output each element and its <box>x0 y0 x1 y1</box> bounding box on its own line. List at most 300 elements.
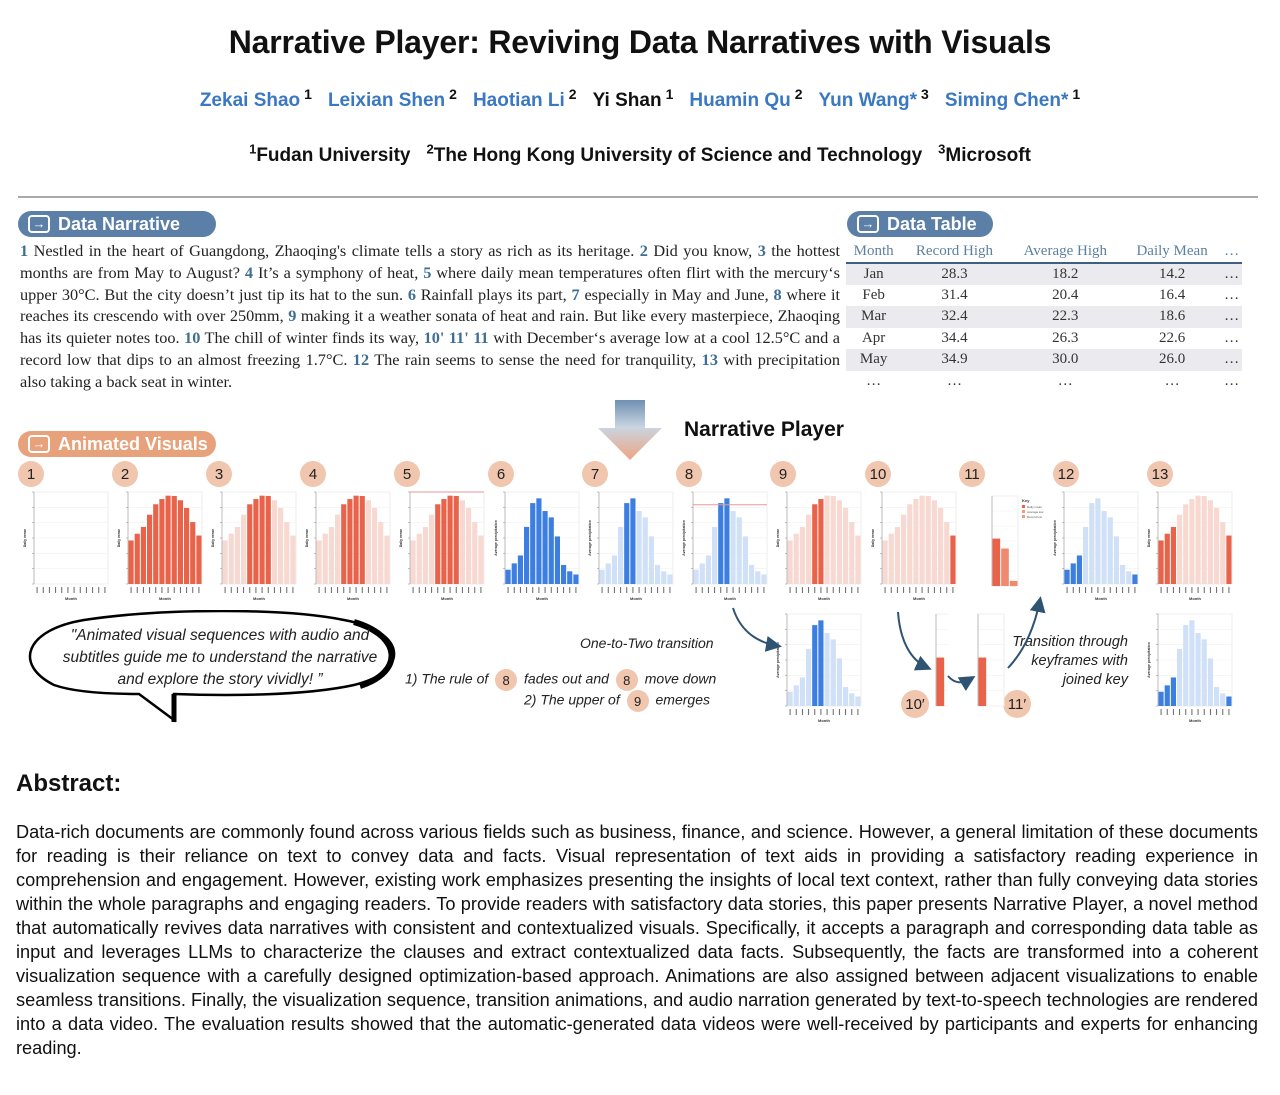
table-cell: 22.6 <box>1158 329 1186 346</box>
bar-Jul <box>543 511 548 584</box>
affiliation <box>249 142 411 167</box>
keyframe-transition-note: Transition through keyframes with joined key <box>1012 634 1128 688</box>
bar-Jul <box>825 496 830 584</box>
author-name[interactable] <box>327 86 457 112</box>
step-badge: 11 <box>959 461 985 487</box>
bar-Jun <box>441 499 446 584</box>
key-chart-svg <box>926 610 948 730</box>
mini-chart-13 <box>1146 488 1236 608</box>
mini-chart-10 <box>870 488 960 608</box>
step-badge: 1 <box>18 461 44 487</box>
bar-May <box>341 504 346 584</box>
table-cell: Jan <box>846 263 901 285</box>
clause-number: 9 <box>288 306 297 326</box>
keyframe-chart-10-prime <box>926 610 948 730</box>
bar-Jan <box>694 570 699 584</box>
bar-May <box>530 503 535 584</box>
animated-visuals-label <box>18 431 216 457</box>
mini-chart-svg <box>681 488 771 608</box>
mini-chart-4 <box>304 488 394 608</box>
y-axis-label: Average precipitation <box>1053 520 1057 556</box>
table-row <box>846 349 1242 371</box>
bar-May <box>1183 504 1188 584</box>
bar-Mar <box>518 555 523 584</box>
table-cell: … <box>866 372 882 389</box>
clause-number: 10 <box>184 328 201 348</box>
bar-Nov <box>472 522 477 584</box>
bar-Jan <box>883 540 888 584</box>
bar-Feb <box>889 534 894 584</box>
table-cell: 22.3 <box>1008 306 1123 328</box>
mini-chart-6 <box>493 488 583 608</box>
column-header: Record High <box>901 242 1007 263</box>
clause-text: The chill of winter finds its way, <box>200 328 424 348</box>
clause-text: Did you know, <box>647 241 758 260</box>
x-axis-label: Month <box>1095 596 1107 601</box>
bar-Nov <box>284 522 289 584</box>
bar-Apr <box>806 649 811 706</box>
bar-Oct <box>466 508 471 584</box>
bar-Aug <box>454 496 459 584</box>
clause-number: 3 <box>757 241 766 260</box>
bar-Aug <box>549 517 554 584</box>
data-table-label <box>847 211 993 237</box>
y-axis-label: Daily mean <box>871 528 875 548</box>
bar-Feb <box>135 534 140 584</box>
rule-step-2-b: emerges <box>655 691 710 708</box>
bar-Oct <box>561 565 566 584</box>
y-axis-label: Average precipitation <box>776 642 780 678</box>
bar-Mar <box>141 527 146 584</box>
x-axis-label: Month <box>1189 718 1201 723</box>
bar-Aug <box>831 496 836 584</box>
bar-May <box>1183 625 1188 706</box>
x-axis-label: Month <box>818 596 830 601</box>
bar-May <box>718 503 723 584</box>
bar-May <box>907 504 912 584</box>
bar-Dec <box>573 574 578 584</box>
bar-Apr <box>712 527 717 584</box>
bar-Mar <box>235 527 240 584</box>
x-axis-label: Month <box>724 596 736 601</box>
table-cell: 26.0 <box>1123 349 1221 371</box>
one-to-two-label: One-to-Two transition <box>580 635 714 651</box>
bar-Sep <box>649 536 654 584</box>
bar-Oct <box>843 687 848 706</box>
rule-step-2-a: 2) The upper of <box>524 691 620 708</box>
enter-arrow-icon: → <box>28 215 50 233</box>
bar-Mar <box>1171 677 1176 706</box>
table-cell: 34.4 <box>941 329 968 346</box>
bar-May <box>812 504 817 584</box>
bar-Daily mean <box>993 539 1001 586</box>
bar-Apr <box>1083 527 1088 584</box>
bar-Aug <box>926 496 931 584</box>
bar-Oct <box>655 565 660 584</box>
author-name[interactable] <box>689 86 803 112</box>
legend-swatch <box>1022 510 1025 513</box>
bar-Aug <box>1202 639 1207 706</box>
bar-Dec <box>1226 696 1231 706</box>
bar-Jun <box>1095 498 1100 584</box>
bar-May <box>812 625 817 706</box>
bar-Jun <box>536 498 541 584</box>
clause-number: 7 <box>571 284 580 304</box>
author-name[interactable] <box>199 86 312 112</box>
bar-Feb <box>1165 534 1170 584</box>
bar-Aug <box>1108 517 1113 584</box>
mini-chart-9 <box>775 488 865 608</box>
bar-Sep <box>272 500 277 584</box>
author-name[interactable] <box>944 86 1081 112</box>
author-affiliation-number: 2 <box>449 86 457 102</box>
mini-chart-1 <box>22 488 112 608</box>
transition-arrow-8-to-8b <box>733 608 778 646</box>
y-axis-label: Average precipitation <box>494 520 498 556</box>
clause-number: 1 <box>20 241 29 260</box>
bar-Oct <box>372 508 377 584</box>
mini-chart-svg <box>210 488 300 608</box>
rule-step-1-a: 1) The rule of <box>405 670 489 687</box>
table-cell: 14.2 <box>1123 263 1221 285</box>
bar-May <box>624 503 629 584</box>
bar-Nov <box>755 571 760 584</box>
user-quote: "Animated visual sequences with audio and subtitles guide me to understand the narrative and explore the story vividly! ” <box>62 627 378 688</box>
bar-Mar <box>1077 555 1082 584</box>
bar-Jul <box>166 496 171 584</box>
abstract-body: Data-rich documents are commonly found across various fields such as business, finance, and science. However, a general limitation of these documents for reading is their reliance on text to convey data and facts. Visual representation of text aids in providing a satisfactory reading experience in comprehension and engagement. However, existing work emphasizes presenting the insights of local text context, rather than fully conveying data stories within the whole paragraphs and engaging readers. To provide readers with satisfactory data stories, this paper presents Narrative Player, a novel method that automatically revives data narratives with consistent and contextualized visuals. Specifically, it accepts a paragraph and corresponding data table as input and leverages LLMs to characterize the clauses and extract contextualized data facts. Subsequently, the facts are transformed into a coherent visualization sequence with a carefully designed optimization-based approach. Animations are also assigned between adjacent visualizations to enable seamless transitions. Finally, the visualization sequence, transition animations, and audio narration generated by text-to-speech technologies are rendered into a data video. The evaluation results showed that the automatic-generated data videos were well-received by participants and experts for enhancing reading. <box>16 822 1258 1058</box>
narrative-player-label: Narrative Player <box>684 418 844 441</box>
bar-Apr <box>901 515 906 584</box>
data-narrative-label <box>18 211 216 237</box>
table-cell: 32.4 <box>901 306 1007 328</box>
bar-Nov <box>378 522 383 584</box>
table-cell: Feb <box>862 286 885 303</box>
bar-Record low <box>1010 581 1018 586</box>
bar-Oct <box>1120 565 1125 584</box>
bar-Nov <box>944 522 949 584</box>
bar-Dec <box>667 574 672 584</box>
bar-May <box>247 504 252 584</box>
bar-Apr <box>1177 515 1182 584</box>
bar-Sep <box>178 500 183 584</box>
y-axis-label: Average precipitation <box>1147 642 1151 678</box>
bar-Apr <box>806 515 811 584</box>
mini-chart-svg <box>1052 488 1142 608</box>
bar-Aug <box>172 496 177 584</box>
bar-Jul <box>1196 633 1201 706</box>
table-cell: 16.4 <box>1158 286 1186 303</box>
table-cell: May <box>846 349 901 371</box>
column-header: … <box>1221 242 1242 263</box>
bar-Jul <box>920 496 925 584</box>
bar-Apr <box>335 515 340 584</box>
step-badge: 8 <box>676 461 702 487</box>
author-affiliation-number: 2 <box>794 86 803 102</box>
y-axis-label: Daily mean <box>776 528 780 548</box>
y-axis-label: Daily mean <box>305 528 309 548</box>
bar-Daily mean <box>937 658 945 706</box>
table-cell: Apr <box>861 329 886 346</box>
affiliation <box>426 142 923 167</box>
bar-Apr <box>147 515 152 584</box>
bar-Jun <box>724 498 729 584</box>
table-cell: … <box>1224 329 1240 346</box>
author-name[interactable] <box>818 86 929 112</box>
bar-Apr <box>524 527 529 584</box>
bar-Dec <box>384 536 389 584</box>
author-affiliation-number: 1 <box>665 86 674 102</box>
x-axis-label: Month <box>630 596 642 601</box>
author-name-text: Yun Wang* <box>818 90 918 112</box>
clause-number: 12 <box>352 349 370 369</box>
bar-Jul <box>637 511 642 584</box>
bar-Jun <box>630 498 635 584</box>
author-name-text: Huamin Qu <box>689 90 791 112</box>
step-badge-8: 8 <box>616 669 638 691</box>
x-axis-label: Month <box>536 596 548 601</box>
bar-Feb <box>1165 685 1170 706</box>
table-cell: … <box>1224 372 1240 389</box>
step-badge: 4 <box>300 461 326 487</box>
bar-Jun <box>818 499 823 584</box>
bar-Apr <box>1177 649 1182 706</box>
bar-Mar <box>800 677 805 706</box>
mini-chart-svg <box>22 488 112 608</box>
table-cell: … <box>1057 372 1073 389</box>
mini-chart-13b <box>1146 610 1236 730</box>
bar-Sep <box>1208 658 1213 706</box>
x-axis-label: Month <box>159 596 171 601</box>
author-name[interactable] <box>472 86 577 112</box>
bar-Apr <box>429 515 434 584</box>
bar-Jul <box>825 633 830 706</box>
bar-Feb <box>794 534 799 584</box>
bar-Jun <box>253 499 258 584</box>
bar-Nov <box>849 522 854 584</box>
mini-chart-2 <box>116 488 206 608</box>
legend-swatch <box>1022 505 1025 508</box>
bar-Aug <box>737 517 742 584</box>
clause-text: where daily mean temperatures often flirt with the mercury‘s upper 30°C. But the city doesn’t just tip its hat to the sun. <box>20 262 841 304</box>
bar-Jul <box>1196 496 1201 584</box>
enter-arrow-icon: → <box>857 215 879 233</box>
clause-text: making it a weather sonata of heat and rain. But like every masterpiece, Zhaoqing has its quieter notes too. <box>20 306 840 348</box>
bar-Dec <box>290 536 295 584</box>
table-cell: 30.0 <box>1008 349 1123 371</box>
table-row <box>846 306 1242 328</box>
bar-Dec <box>950 536 955 584</box>
table-cell: … <box>1221 263 1242 285</box>
author-affiliation-number: 3 <box>921 86 929 102</box>
bar-Feb <box>512 563 517 584</box>
bar-Nov <box>1126 571 1131 584</box>
paper-title: Narrative Player: Reviving Data Narratives with Visuals <box>228 24 1052 60</box>
data-narrative-title: Data Narrative <box>58 213 181 234</box>
mini-chart-svg <box>775 488 865 608</box>
bar-Feb <box>323 534 328 584</box>
table-cell: 31.4 <box>941 286 968 303</box>
table-row <box>846 263 1242 285</box>
mini-chart-svg <box>1146 488 1236 608</box>
rule-step-2 <box>524 690 710 712</box>
clause-text: Rainfall plays its part, <box>415 284 572 304</box>
bar-Oct <box>843 508 848 584</box>
bar-Jul <box>354 496 359 584</box>
bar-May <box>153 504 158 584</box>
bar-Jun <box>159 499 164 584</box>
bar-Mar <box>423 527 428 584</box>
bar-Jun <box>1189 499 1194 584</box>
affiliation-name: The Hong Kong University of Science and Technology <box>433 145 923 167</box>
bar-Jan <box>1159 692 1164 706</box>
x-axis-label: Month <box>347 596 359 601</box>
bar-Apr <box>241 515 246 584</box>
step-badge: 6 <box>488 461 514 487</box>
bar-Jul <box>1102 511 1107 584</box>
mini-chart-svg <box>1146 610 1236 730</box>
affiliation-name: Fudan University <box>256 145 411 167</box>
legend-label: Average low <box>1027 510 1044 514</box>
bar-Feb <box>417 534 422 584</box>
table-cell: Mar <box>846 306 901 328</box>
table-row <box>846 328 1242 350</box>
table-cell: 28.3 <box>901 263 1007 285</box>
bar-Dec <box>1226 536 1231 584</box>
step-badge-9: 9 <box>627 690 649 712</box>
abstract-heading: Abstract: <box>16 770 122 797</box>
x-axis-label: Month <box>913 596 925 601</box>
y-axis-label: Daily mean <box>211 528 215 548</box>
column-header: Month <box>846 242 901 263</box>
clause-text: especially in May and June, <box>579 284 774 304</box>
step-badge: 13 <box>1147 461 1173 487</box>
bar-Dec <box>196 536 201 584</box>
bar-Jan <box>788 540 793 584</box>
mini-chart-svg <box>493 488 583 608</box>
step-badge: 10 <box>865 461 891 487</box>
bar-May <box>1089 503 1094 584</box>
affiliation-number: 2 <box>426 142 434 157</box>
bar-Sep <box>460 500 465 584</box>
clause-text: The rain seems to sense the need for tranquility, <box>369 349 702 369</box>
key-chart-svg <box>982 492 1046 610</box>
bar-Sep <box>366 500 371 584</box>
bar-Oct <box>1214 508 1219 584</box>
bar-Dec <box>855 536 860 584</box>
table-cell: 26.3 <box>1052 329 1079 346</box>
bar-Jan <box>1065 570 1070 584</box>
clause-number: 10' 11' 11 <box>423 328 489 348</box>
bar-Feb <box>794 685 799 706</box>
bar-Dec <box>1132 574 1137 584</box>
bar-Jun <box>913 499 918 584</box>
mini-chart-svg <box>870 488 960 608</box>
legend-label: Record low <box>1027 515 1043 519</box>
clause-text: Nestled in the heart of Guangdong, Zhaoqing's climate tells a story as rich as its heritage. <box>28 241 640 260</box>
bar-Jan <box>129 540 134 584</box>
bar-Mar <box>1171 527 1176 584</box>
bar-Feb <box>700 563 705 584</box>
bar-Mar <box>706 555 711 584</box>
bar-Aug <box>643 517 648 584</box>
bar-Nov <box>190 522 195 584</box>
mini-chart-11 <box>982 492 1046 610</box>
clause-text: with December‘s average low at a cool 12.5°C and a record low that dips to an almost freezing 1.7°C. <box>20 328 840 369</box>
step-badge-8: 8 <box>495 669 517 691</box>
bar-Mar <box>800 527 805 584</box>
mini-chart-3 <box>210 488 300 608</box>
author-name-text: Leixian Shen <box>327 90 446 112</box>
y-axis-label: Daily mean <box>399 528 403 548</box>
legend-swatch <box>1022 515 1025 518</box>
affiliation-number: 1 <box>249 142 257 157</box>
step-badge: 7 <box>582 461 608 487</box>
transition-arrow-10-to-10k <box>898 612 928 668</box>
step-badge: 2 <box>112 461 138 487</box>
mini-chart-7 <box>587 488 677 608</box>
table-row <box>846 371 1242 393</box>
mini-chart-svg <box>304 488 394 608</box>
step-badge: 9 <box>770 461 796 487</box>
author-affiliation-number: 1 <box>1072 86 1081 102</box>
bar-Sep <box>1208 500 1213 584</box>
bar-Aug <box>1202 496 1207 584</box>
clause-number: 8 <box>773 284 782 304</box>
bar-Mar <box>612 555 617 584</box>
step-badge: 5 <box>394 461 420 487</box>
mini-chart-svg <box>587 488 677 608</box>
x-axis-label: Month <box>441 596 453 601</box>
y-axis-label: Daily mean <box>117 528 121 548</box>
bar-Sep <box>743 536 748 584</box>
column-header: Daily Mean <box>1123 242 1221 263</box>
bar-Oct <box>184 508 189 584</box>
table-cell: 34.9 <box>901 349 1007 371</box>
mini-chart-12 <box>1052 488 1142 608</box>
bar-Oct <box>749 565 754 584</box>
y-axis-label: Average precipitation <box>682 520 686 556</box>
clause-text: where it reaches its crescendo with over 250mm, <box>20 284 841 326</box>
data-narrative-text <box>20 240 840 393</box>
bar-Feb <box>1071 563 1076 584</box>
author-list <box>0 86 1280 112</box>
y-axis-label: Average precipitation <box>588 520 592 556</box>
data-table-title: Data Table <box>887 213 977 234</box>
mini-chart-svg <box>398 488 488 608</box>
legend-label: Daily mean <box>1027 505 1043 509</box>
clause-text: the hottest months are from May to August? <box>20 241 840 282</box>
author-name-text: Siming Chen* <box>944 90 1069 112</box>
bar-Apr <box>618 527 623 584</box>
bar-Jun <box>818 620 823 706</box>
bar-Jul <box>260 496 265 584</box>
bar-Oct <box>1214 687 1219 706</box>
clause-text: with precipitation also taking a back seat in winter. <box>20 349 840 391</box>
affiliation-list <box>0 142 1280 167</box>
author-name[interactable] <box>592 86 674 112</box>
bar-Jan <box>223 540 228 584</box>
affiliation-name: Microsoft <box>945 145 1031 167</box>
data-table <box>846 242 1242 392</box>
header-divider <box>18 196 1258 198</box>
bar-Jan <box>317 540 322 584</box>
mini-chart-8 <box>681 488 771 608</box>
bar-Dec <box>855 696 860 706</box>
bar-Nov <box>567 571 572 584</box>
column-header: Average High <box>1008 242 1123 263</box>
bar-Jan <box>788 692 793 706</box>
